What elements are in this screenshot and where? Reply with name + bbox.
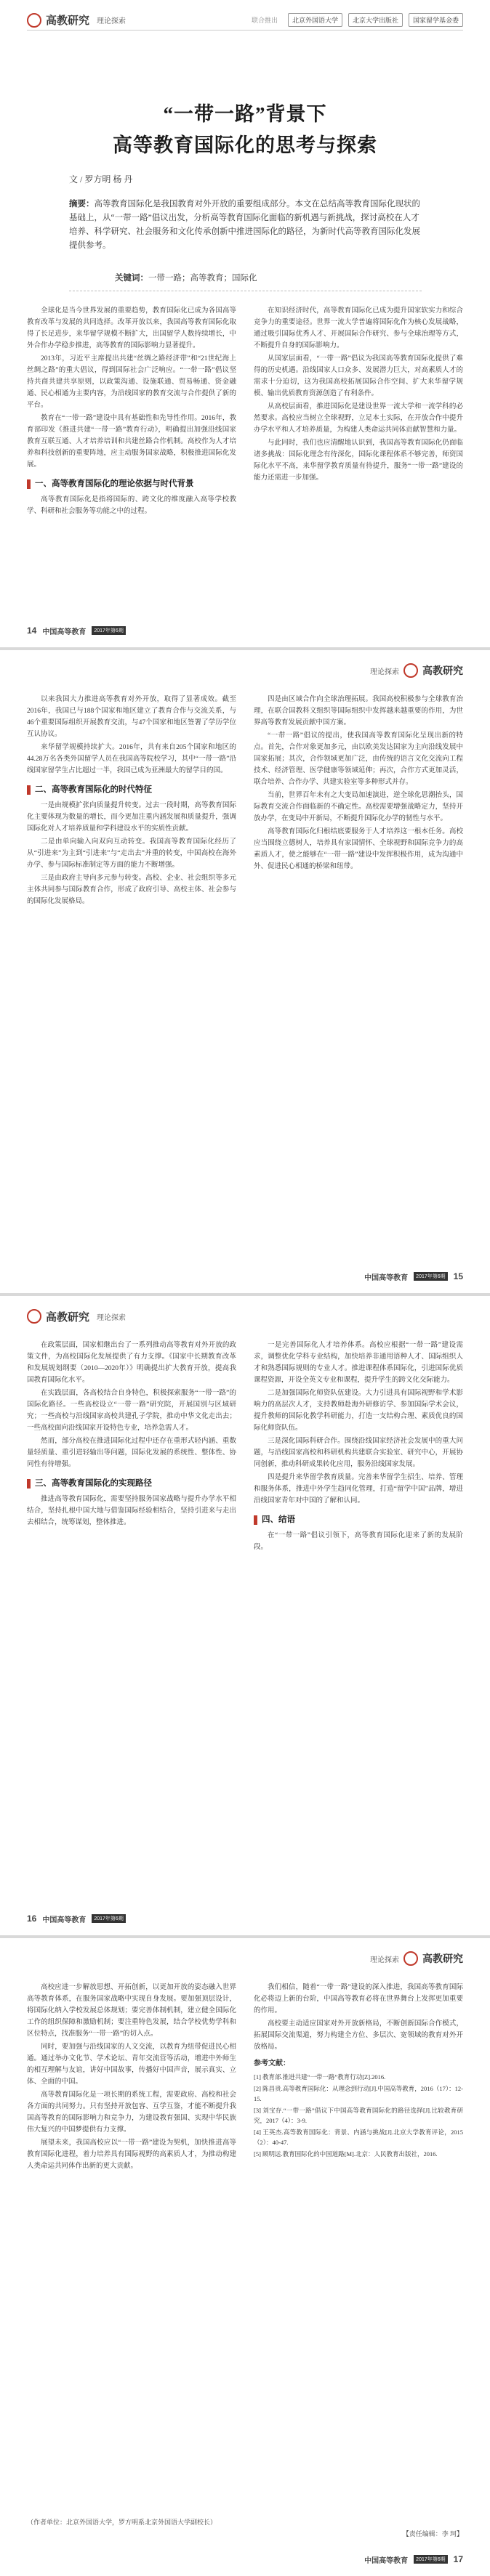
section-heading: 二、高等教育国际化的时代特征 <box>27 784 236 795</box>
journal-brand: 高教研究 <box>27 1309 89 1324</box>
page-footer <box>364 1270 463 1283</box>
journal-logo-icon <box>27 1309 41 1324</box>
paragraph: 二是加强国际化师资队伍建设。大力引进具有国际视野和学术影响力的高层次人才，支持教师赴海外研修访学、参加国际学术会议，提升教师的国际化教学科研能力，打造一支结构合理、素质优良的国际化师资队伍。 <box>254 1390 463 1432</box>
journal-name: 中国高等教育 <box>42 1916 87 1924</box>
journal-name: 中国高等教育 <box>42 628 87 636</box>
page-header <box>27 1306 463 1327</box>
column-tag: 理论探索 <box>97 17 126 25</box>
author-line <box>69 173 132 185</box>
article-title <box>0 98 490 158</box>
reference-item: [5] 顾明远.教育国际化的中国道路[M].北京：人民教育出版社，2016. <box>254 2150 438 2158</box>
section-heading: 四、结语 <box>254 1514 463 1526</box>
page-header <box>370 663 463 678</box>
column-left <box>27 1982 236 2174</box>
journal-name: 中国高等教育 <box>364 1273 409 1282</box>
column-left <box>27 694 236 909</box>
paragraph: 推进高等教育国际化，需要坚持服务国家战略与提升办学水平相结合，坚持扎根中国大地与借鉴国际经验相结合，坚持引进来与走出去相结合，统筹谋划，整体推进。 <box>27 1496 236 1526</box>
page-2 <box>0 650 490 1293</box>
paragraph: 2013年，习近平主席提出共建“丝绸之路经济带”和“21世纪海上丝绸之路”的重大倡议，得到国际社会广泛响应。“一带一路”倡议坚持共商共建共享原则，以政策沟通、设施联通、贸易畅通、资金融通、民心相通为主要内容，为沿线国家的教育交流与合作提供了新的平台。 <box>27 355 236 409</box>
author-affiliation: （作者单位：北京外国语大学，罗方明系北京外国语大学副校长） <box>27 2519 217 2526</box>
column-tag: 理论探索 <box>97 1313 126 1322</box>
brand-name: 高教研究 <box>46 15 90 27</box>
page-header <box>27 10 463 31</box>
paragraph: 四是提升来华留学教育质量。完善来华留学生招生、培养、管理和服务体系，推进中外学生趋同化管理，打造“留学中国”品牌，增进沿线国家青年对中国的了解和认同。 <box>254 1474 463 1504</box>
paragraph: 从高校层面看，推进国际化是建设世界一流大学和一流学科的必然要求。高校应当树立全球视野，立足本土实际，在开放合作中提升办学水平和人才培养质量，为构建人类命运共同体贡献智慧和力量。 <box>254 403 463 434</box>
issue-badge: 2017年第6期 <box>414 2555 447 2564</box>
reference-item: [4] 王英杰.高等教育国际化：背景、内涵与挑战[J].北京大学教育评论，2015（2）：40-47. <box>254 2129 463 2146</box>
paragraph: 全球化是当今世界发展的重要趋势，教育国际化已成为各国高等教育改革与发展的共同选择。改革开放以来，我国高等教育国际化取得了长足进步，来华留学规模不断扩大，出国留学人数持续增长，中外合作办学稳步推进，高等教育的国际影响力显著提升。 <box>27 307 236 349</box>
paragraph: 在知识经济时代，高等教育国际化已成为提升国家软实力和综合竞争力的重要途径。世界一流大学普遍将国际化作为核心发展战略，通过吸引国际优秀人才、开展国际合作研究、参与全球治理等方式，不断提升自身的国际影响力。 <box>254 307 463 349</box>
editor-credit: 【责任编辑：李 珂】 <box>402 2530 463 2537</box>
issue-badge: 2017年第6期 <box>92 1914 125 1923</box>
paragraph: 然而，部分高校在推进国际化过程中还存在重形式轻内涵、重数量轻质量、重引进轻输出等问题，国际化发展的系统性、整体性、协同性有待增强。 <box>27 1438 236 1468</box>
paragraph: 四是由区域合作向全球治理拓展。我国高校积极参与全球教育治理，在联合国教科文组织等国际组织中发挥越来越重要的作用，为世界高等教育发展贡献中国方案。 <box>254 696 463 726</box>
keywords <box>115 272 257 283</box>
page-3 <box>0 1296 490 1935</box>
sponsor-label: 联合推出 <box>251 17 278 24</box>
journal-brand: 高教研究 <box>403 1951 463 1966</box>
column-tag: 理论探索 <box>370 1956 399 1964</box>
page-footer <box>27 1912 126 1925</box>
author-text: 文 / 罗方明 杨 丹 <box>69 174 133 185</box>
paragraph: 在政策层面，国家相继出台了一系列推动高等教育对外开放的政策文件，为高校国际化发展提供了有力支撑。《国家中长期教育改革和发展规划纲要（2010—2020年）》明确提出扩大教育开放，提高我国教育国际化水平。 <box>27 1342 236 1384</box>
journal-logo-icon <box>27 13 41 28</box>
column-left <box>27 1340 236 1530</box>
page-footer <box>27 624 126 637</box>
paragraph: 高等教育国际化是一项长期的系统工程，需要政府、高校和社会各方面的共同努力。只有坚持开放包容、互学互鉴，才能不断提升我国高等教育的国际影响力和竞争力，为建设教育强国、实现中华民族伟大复兴的中国梦提供有力支撑。 <box>27 2091 236 2134</box>
column-tag: 理论探索 <box>370 668 399 676</box>
page-number: 14 <box>27 625 37 636</box>
article-credit <box>27 2512 463 2540</box>
paragraph: 一是完善国际化人才培养体系。高校应根据“一带一路”建设需求，调整优化学科专业结构，加快培养非通用语种人才、国际组织人才和熟悉国际规则的专业人才。推进课程体系国际化，引进国际优质课程资源，开设全英文专业和课程，提升学生的跨文化交际能力。 <box>254 1342 463 1384</box>
sponsor-logo-2: 北京大学出版社 <box>348 13 403 27</box>
issue-badge: 2017年第6期 <box>414 1272 447 1281</box>
paragraph: 在“一带一路”倡议引领下，高等教育国际化迎来了新的发展阶段。 <box>254 1532 463 1551</box>
sponsor-logo-1: 北京外国语大学 <box>288 13 342 27</box>
page-number: 15 <box>453 1271 463 1281</box>
column-right <box>254 305 463 485</box>
page-number: 17 <box>453 2554 463 2564</box>
sponsor-logos <box>252 13 463 27</box>
references-title: 参考文献： <box>254 2059 290 2067</box>
paragraph: 展望未来，我国高校应以“一带一路”建设为契机，加快推进高等教育国际化进程，着力培养具有国际视野的高素质人才，为推动构建人类命运共同体作出新的更大贡献。 <box>27 2139 236 2170</box>
paragraph: 高校应进一步解放思想、开拓创新，以更加开放的姿态融入世界高等教育体系，在服务国家战略中实现自身发展。要加强顶层设计，将国际化纳入学校发展总体规划；要完善体制机制，建立健全国际化工作的组织保障和激励机制；要注重特色发展，结合学校优势学科和区位特点，找准服务“一带一路”的切入点。 <box>27 1984 236 2038</box>
page-4 <box>0 1938 490 2576</box>
paragraph: 与此同时，我们也应清醒地认识到，我国高等教育国际化仍面临诸多挑战：国际化理念有待深化，国际化课程体系不够完善，师资国际化水平不高，来华留学教育质量有待提升，服务“一带一路”建设的能力还需进一步加强。 <box>254 440 463 482</box>
paragraph: 一是由规模扩张向质量提升转变。过去一段时期，高等教育国际化主要体现为数量的增长，而今更加注重内涵发展和质量提升，强调国际化对人才培养质量和学科建设水平的实质性贡献。 <box>27 802 236 833</box>
paragraph: 高等教育国际化归根结底要服务于人才培养这一根本任务。高校应当围绕立德树人，培养具有家国情怀、全球视野和国际竞争力的高素质人才，使之能够在“一带一路”建设中发挥积极作用，成为沟通中外、促进民心相通的桥梁和纽带。 <box>254 828 463 870</box>
paragraph: 二是由单向输入向双向互动转变。我国高等教育国际化经历了从“引进来”为主到“引进来”与“走出去”并重的转变，中国高校在海外办学、参与国际标准制定等方面的能力不断增强。 <box>27 838 236 869</box>
column-right <box>254 694 463 874</box>
page-footer <box>364 2553 463 2566</box>
journal-brand: 高教研究 <box>403 663 463 678</box>
paragraph: 三是由政府主导向多元参与转变。高校、企业、社会组织等多元主体共同参与国际教育合作，形成了政府引导、高校主体、社会参与的国际化发展格局。 <box>27 875 236 905</box>
section-marker-icon <box>254 1515 257 1525</box>
keywords-label: 关键词： <box>115 274 148 283</box>
abstract-text: 高等教育国际化是我国教育对外开放的重要组成部分。本文在总结高等教育国际化现状的基础上，从“一带一路”倡议出发，分析高等教育国际化面临的新机遇与新挑战，探讨高校在人才培养、科学研究、社会服务和文化传承创新中推进国际化的路径，为新时代高等教育国际化发展提供参考。 <box>69 200 420 250</box>
reference-item: [2] 陈昌贵.高等教育国际化：从理念到行动[J].中国高等教育，2016（17）：12-15. <box>254 2085 463 2102</box>
section-marker-icon <box>27 1479 31 1489</box>
page-number: 16 <box>27 1913 37 1924</box>
sponsor-logo-3: 国家留学基金委 <box>409 13 463 27</box>
paragraph: 从国家层面看，“一带一路”倡议为我国高等教育国际化提供了难得的历史机遇。沿线国家人口众多、发展潜力巨大，对高素质人才的需求十分迫切，这为我国高校拓展国际合作空间、扩大来华留学规模、输出优质教育资源创造了有利条件。 <box>254 355 463 397</box>
keywords-text: 一带一路；高等教育；国际化 <box>148 274 257 283</box>
section-marker-icon <box>27 785 31 795</box>
journal-name: 中国高等教育 <box>364 2556 409 2565</box>
page-header <box>370 1951 463 1966</box>
paragraph: 高校要主动适应国家对外开放新格局，不断创新国际合作模式，拓展国际交流渠道，努力构建全方位、多层次、宽领域的教育对外开放格局。 <box>254 2020 463 2051</box>
journal-logo-icon <box>403 663 418 678</box>
paragraph: 当前，世界百年未有之大变局加速演进，逆全球化思潮抬头，国际教育交流合作面临新的不确定性。高校需要增强战略定力，坚持开放办学，在变局中开新局，不断提升国际化办学的韧性与水平。 <box>254 792 463 822</box>
column-left <box>27 305 236 519</box>
paragraph: 我们相信，随着“一带一路”建设的深入推进，我国高等教育国际化必将迈上新的台阶，中国高等教育必将在世界舞台上发挥更加重要的作用。 <box>254 1984 463 2014</box>
reference-item: [1] 教育部.推进共建“一带一路”教育行动[Z].2016. <box>254 2073 386 2081</box>
title-line-1: “一带一路”背景下 <box>163 103 327 125</box>
section-heading: 三、高等教育国际化的实现路径 <box>27 1478 236 1489</box>
column-right <box>254 1340 463 1555</box>
issue-badge: 2017年第6期 <box>92 626 125 635</box>
paragraph: 教育在“一带一路”建设中具有基础性和先导性作用。2016年，教育部印发《推进共建“一带一路”教育行动》，明确提出加强沿线国家教育互联互通、人才培养培训和共建丝路合作机制。高校作为人才培养和科技创新的重要阵地，应主动服务国家战略，积极推进国际化发展。 <box>27 415 236 469</box>
section-marker-icon <box>27 479 31 489</box>
column-right <box>254 1982 463 2160</box>
paragraph: 以来我国大力推进高等教育对外开放，取得了显著成效。截至2016年，我国已与188个国家和地区建立了教育合作与交流关系，与46个重要国际组织开展教育交流，与47个国家和地区签署了学历学位互认协议。 <box>27 696 236 738</box>
abstract <box>69 198 422 253</box>
paragraph: 在实践层面，各高校结合自身特色，积极探索服务“一带一路”的国际化路径。一些高校设立“一带一路”研究院，开展国别与区域研究；一些高校与沿线国家高校共建孔子学院，推动中华文化走出去；一些高校面向沿线国家开设特色专业，培养急需人才。 <box>27 1390 236 1432</box>
journal-logo-icon <box>403 1951 418 1966</box>
title-line-2: 高等教育国际化的思考与探索 <box>113 134 377 156</box>
journal-brand <box>27 12 89 28</box>
reference-item: [3] 刘宝存.“一带一路”倡议下中国高等教育国际化的路径选择[J].比较教育研究，2017（4）：3-9. <box>254 2107 463 2124</box>
paragraph: “一带一路”倡议的提出，使我国高等教育国际化呈现出新的特点。首先，合作对象更加多元，由以欧美发达国家为主向沿线发展中国家拓展；其次，合作领域更加广泛，由传统的语言文化交流向工程技术、经济管理、医学健康等领域延伸；再次，合作方式更加灵活，联合培养、合作办学、共建实验室等多种形式并存。 <box>254 732 463 786</box>
paragraph: 三是深化国际科研合作。围绕沿线国家经济社会发展中的重大问题，与沿线国家高校和科研机构共建联合实验室、研究中心，开展协同创新，推动科研成果转化应用，服务沿线国家发展。 <box>254 1438 463 1468</box>
page-1 <box>0 0 490 647</box>
paragraph: 来华留学规模持续扩大。2016年，共有来自205个国家和地区的44.28万名各类外国留学人员在我国高等院校学习，其中“一带一路”沿线国家留学生占比超过一半，我国已成为亚洲最大的留学目的国。 <box>27 744 236 774</box>
references <box>254 2059 463 2159</box>
section-heading: 一、高等教育国际化的理论依据与时代背景 <box>27 478 236 490</box>
paragraph: 高等教育国际化是指将国际的、跨文化的维度融入高等学校教学、科研和社会服务等功能之中的过程。 <box>27 496 236 515</box>
abstract-label: 摘要： <box>69 200 95 208</box>
paragraph: 同时，要加强与沿线国家的人文交流，以教育为纽带促进民心相通。通过举办文化节、学术论坛、青年交流营等活动，增进中外师生的相互理解与友谊，讲好中国故事，传播好中国声音，展示真实、立体、全面的中国。 <box>27 2044 236 2086</box>
